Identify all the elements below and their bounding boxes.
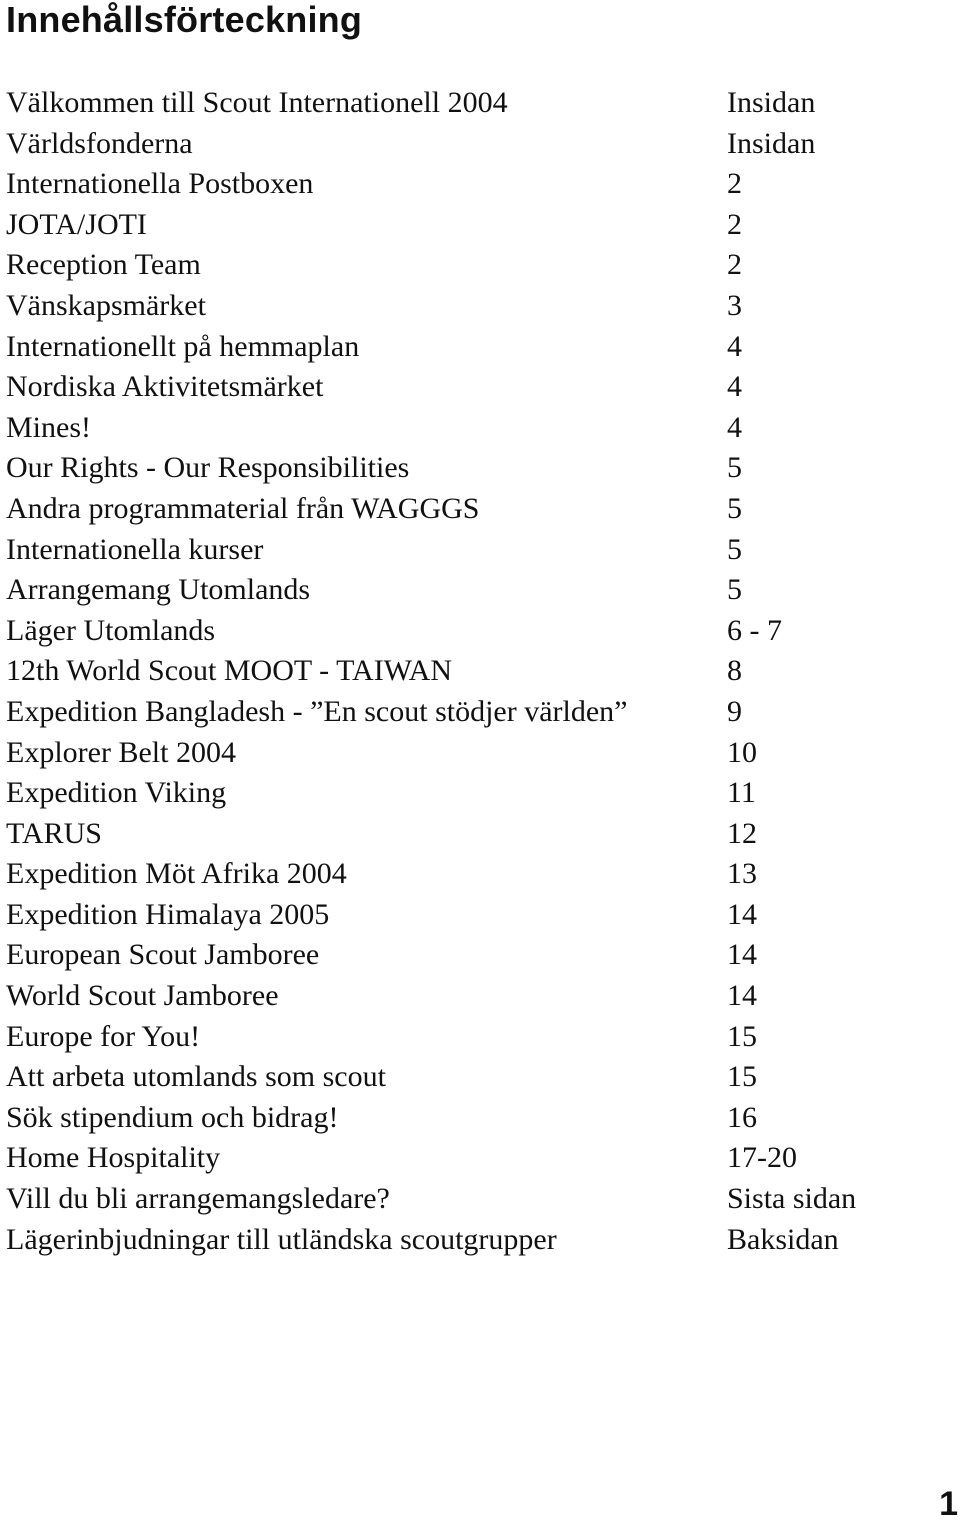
- toc-entry-title: TARUS: [6, 816, 102, 850]
- toc-entry-title: Explorer Belt 2004: [6, 735, 236, 769]
- toc-entry-page: 5: [727, 491, 742, 525]
- toc-entry-title: Vänskapsmärket: [6, 288, 206, 322]
- toc-entry-title: Internationella Postboxen: [6, 167, 314, 201]
- toc-entry: [6, 733, 946, 774]
- toc-entry-page: 2: [727, 167, 742, 201]
- toc-entry-title: Expedition Möt Afrika 2004: [6, 857, 347, 891]
- toc-entry: [6, 773, 946, 814]
- toc-entry-page: 14: [727, 897, 757, 931]
- toc-entry-title: Välkommen till Scout Internationell 2004: [6, 86, 508, 119]
- toc-entry: [6, 489, 946, 530]
- toc-entry-page: Insidan: [727, 86, 816, 119]
- toc-entry-page: 15: [727, 1060, 757, 1094]
- toc-entry-page: 4: [727, 329, 742, 363]
- toc-entry-title: Internationella kurser: [6, 532, 264, 566]
- toc-entry: [6, 83, 946, 124]
- toc-entry-page: 12: [727, 816, 757, 850]
- toc-entry-title: Expedition Bangladesh - ”En scout stödjer världen”: [6, 694, 628, 728]
- toc-entry: [6, 651, 946, 692]
- toc-entry-page: 10: [727, 735, 757, 769]
- toc-entry-title: Expedition Viking: [6, 776, 227, 810]
- toc-entry: [6, 1179, 946, 1220]
- toc-entry-page: Baksidan: [727, 1222, 839, 1256]
- toc-entry-title: Arrangemang Utomlands: [6, 573, 311, 607]
- toc-entry-page: Sista sidan: [727, 1182, 857, 1216]
- toc-entry-page: 2: [727, 207, 742, 241]
- toc-entry: [6, 205, 946, 246]
- toc-entry-title: JOTA/JOTI: [6, 207, 147, 241]
- toc-entry-page: 15: [727, 1019, 757, 1053]
- toc-entry-page: 4: [727, 410, 742, 444]
- toc-entry: [6, 976, 946, 1017]
- toc-entry: [6, 245, 946, 286]
- toc-entry-title: Expedition Himalaya 2005: [6, 897, 330, 931]
- toc-entry-title: Att arbeta utomlands som scout: [6, 1060, 386, 1094]
- toc-entry-page: 14: [727, 938, 757, 972]
- toc-entry-page: 4: [727, 370, 742, 404]
- toc-entry-page: 5: [727, 573, 742, 607]
- toc-entry-page: 16: [727, 1100, 757, 1134]
- toc-entry: [6, 367, 946, 408]
- toc-entry-page: 14: [727, 979, 757, 1013]
- toc-entry: [6, 1138, 946, 1179]
- toc-entry-title: World Scout Jamboree: [6, 979, 279, 1013]
- page-title: Innehållsförteckning: [6, 0, 363, 40]
- toc-entry-page: 2: [727, 248, 742, 282]
- toc-entry-title: Home Hospitality: [6, 1141, 221, 1175]
- table-of-contents: [6, 83, 946, 1260]
- toc-entry-title: Lägerinbjudningar till utländska scoutgrupper: [6, 1222, 557, 1256]
- toc-entry-title: 12th World Scout MOOT - TAIWAN: [6, 654, 453, 688]
- toc-entry: [6, 854, 946, 895]
- toc-entry-page: 11: [727, 776, 756, 810]
- toc-entry-title: Our Rights - Our Responsibilities: [6, 451, 410, 485]
- toc-entry: [6, 1057, 946, 1098]
- toc-entry-title: Andra programmaterial från WAGGGS: [6, 491, 480, 525]
- toc-entry: [6, 164, 946, 205]
- toc-entry-title: Internationellt på hemmaplan: [6, 329, 360, 363]
- toc-entry-title: Europe for You!: [6, 1019, 201, 1053]
- toc-entry-title: Vill du bli arrangemangsledare?: [6, 1182, 390, 1216]
- toc-entry: [6, 1098, 946, 1139]
- toc-entry-title: European Scout Jamboree: [6, 938, 320, 972]
- page-number: 1: [939, 1485, 958, 1523]
- toc-entry: [6, 327, 946, 368]
- toc-entry: [6, 408, 946, 449]
- toc-entry: [6, 530, 946, 571]
- toc-entry-page: 8: [727, 654, 742, 688]
- toc-entry: [6, 570, 946, 611]
- toc-entry-title: Mines!: [6, 410, 91, 444]
- toc-entry-page: 17-20: [727, 1141, 797, 1175]
- toc-entry-page: 9: [727, 694, 742, 728]
- toc-entry-page: 13: [727, 857, 757, 891]
- toc-entry: [6, 611, 946, 652]
- toc-entry-page: 3: [727, 288, 742, 322]
- toc-entry-page: 5: [727, 451, 742, 485]
- toc-entry: [6, 286, 946, 327]
- toc-entry-page: 5: [727, 532, 742, 566]
- toc-entry: [6, 814, 946, 855]
- toc-entry: [6, 1017, 946, 1058]
- toc-entry-page: 6 - 7: [727, 613, 782, 647]
- toc-entry-title: Läger Utomlands: [6, 613, 216, 647]
- toc-entry-title: Världsfonderna: [6, 126, 193, 160]
- toc-entry-title: Sök stipendium och bidrag!: [6, 1100, 339, 1134]
- toc-entry: [6, 935, 946, 976]
- toc-entry-title: Reception Team: [6, 248, 201, 282]
- toc-entry: [6, 124, 946, 165]
- toc-entry-page: Insidan: [727, 126, 816, 160]
- toc-entry: [6, 895, 946, 936]
- toc-entry: [6, 448, 946, 489]
- toc-entry: [6, 692, 946, 733]
- toc-entry-title: Nordiska Aktivitetsmärket: [6, 370, 324, 404]
- toc-entry: [6, 1220, 946, 1261]
